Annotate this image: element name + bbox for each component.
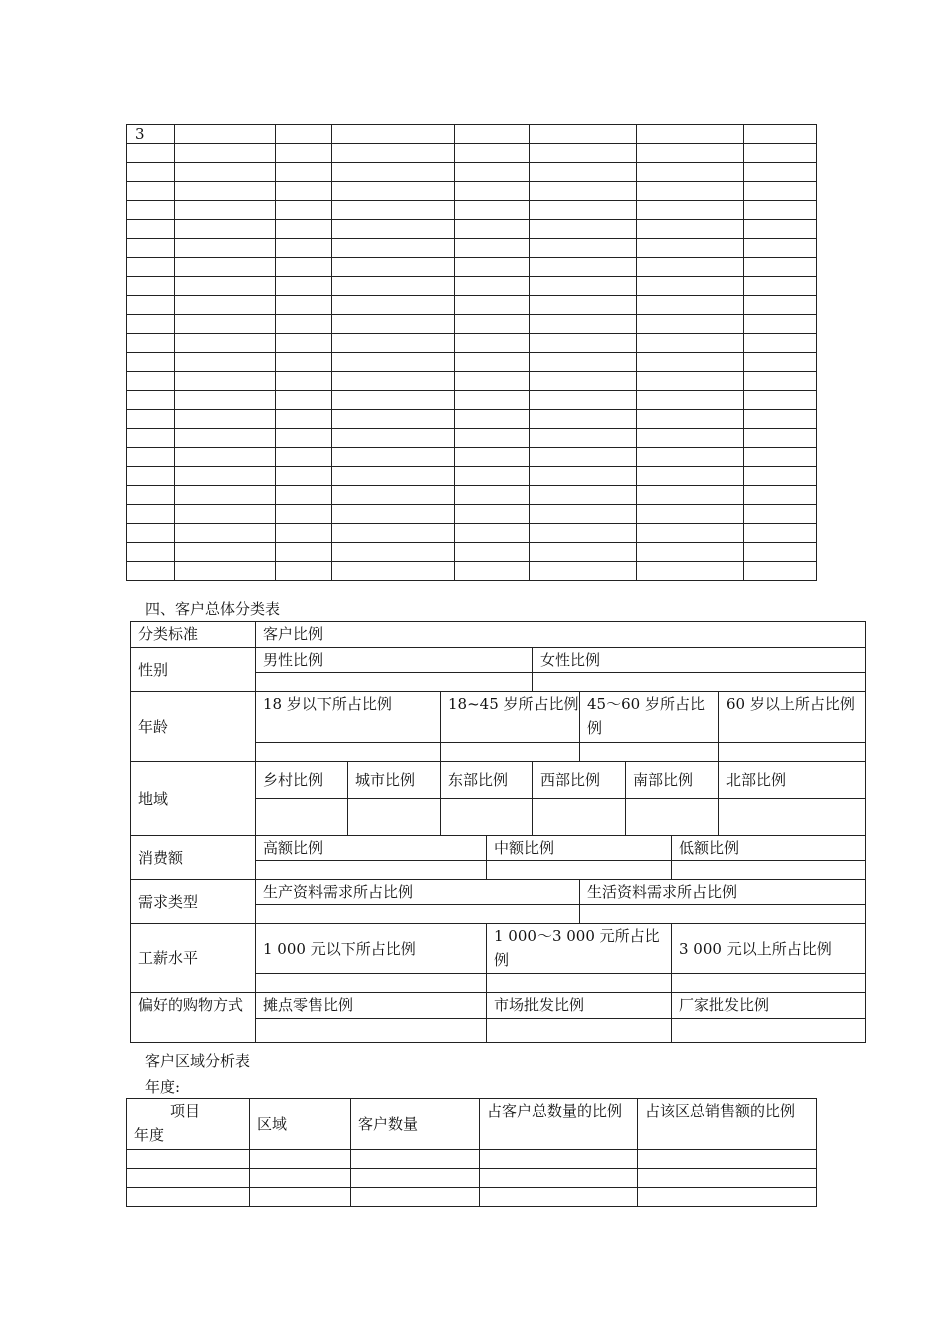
table-cell [175,163,276,182]
table-cell [744,258,817,277]
table-cell [530,543,637,562]
table-cell [455,467,530,486]
table-cell [744,277,817,296]
table-cell [455,201,530,220]
table-cell [127,182,175,201]
table-row [127,429,817,448]
consumption-value [672,861,866,880]
table-cell [744,429,817,448]
table-cell [175,391,276,410]
table-cell [127,144,175,163]
table-cell [175,239,276,258]
consumption-label: 消费额 [131,836,256,880]
table-cell [744,543,817,562]
table-cell [530,448,637,467]
table-cell [332,372,455,391]
table-cell [332,239,455,258]
table-cell [127,1188,250,1207]
table-cell [530,410,637,429]
salary-value [256,974,487,993]
region-header: 区域 [250,1099,351,1150]
table-cell [744,201,817,220]
table-cell [530,220,637,239]
table-cell [127,353,175,372]
table-cell [455,429,530,448]
table-cell [455,144,530,163]
table-cell [455,410,530,429]
table-cell [455,353,530,372]
age-18-45-label: 18~45 岁所占比例 [441,692,580,743]
table-cell [332,258,455,277]
table-cell [530,239,637,258]
table-cell [637,353,744,372]
table-cell [127,467,175,486]
table-row [127,486,817,505]
south-ratio-label: 南部比例 [626,762,719,799]
region-value [719,799,866,836]
table-row [127,372,817,391]
table-row [127,334,817,353]
table-cell [127,1169,250,1188]
table-cell [530,144,637,163]
table-cell [332,220,455,239]
item-header: 项目 [170,1102,201,1120]
table-row [127,201,817,220]
table-cell [250,1188,351,1207]
east-ratio-label: 东部比例 [441,762,533,799]
table-cell [744,125,817,144]
table-cell [637,524,744,543]
table-cell [175,125,276,144]
table-cell [127,239,175,258]
table-cell [127,486,175,505]
table-cell [637,543,744,562]
table-cell [637,505,744,524]
table-cell [332,201,455,220]
table-cell [455,505,530,524]
table-cell [744,182,817,201]
year-label: 年度: [145,1078,181,1096]
table-cell [455,125,530,144]
demand-label: 需求类型 [131,880,256,924]
table-row [127,144,817,163]
table-cell [637,182,744,201]
table-cell [530,391,637,410]
table-cell [332,543,455,562]
table-row [127,163,817,182]
table-cell [276,220,332,239]
table-cell [332,182,455,201]
table-cell [276,429,332,448]
female-ratio-value [533,673,866,692]
region-analysis-title: 客户区域分析表 [145,1052,251,1070]
rural-ratio-label: 乡村比例 [256,762,348,799]
west-ratio-label: 西部比例 [533,762,626,799]
region-value [533,799,626,836]
low-ratio-label: 低额比例 [672,836,866,861]
table-cell [276,144,332,163]
table-row [127,391,817,410]
table-cell [276,201,332,220]
table-cell [530,505,637,524]
table-cell [127,277,175,296]
table-row [127,239,817,258]
table-cell [744,505,817,524]
table-cell [175,182,276,201]
table-row [127,220,817,239]
table-cell [175,410,276,429]
table-cell [351,1169,480,1188]
table-cell [276,505,332,524]
table-cell [332,524,455,543]
high-ratio-label: 高额比例 [256,836,487,861]
consumption-value [487,861,672,880]
table-cell [455,315,530,334]
table-cell [175,353,276,372]
table-cell [480,1150,638,1169]
table-cell [637,201,744,220]
table-cell [127,334,175,353]
table-cell [332,429,455,448]
gender-label: 性别 [131,648,256,692]
table-cell [455,296,530,315]
male-ratio-value [256,673,533,692]
table-cell [127,315,175,334]
table-cell [276,562,332,581]
table-cell [332,144,455,163]
table-row [127,524,817,543]
region-value [256,799,348,836]
table-cell [351,1188,480,1207]
table-cell [332,486,455,505]
table-cell [744,163,817,182]
region-value [348,799,441,836]
table-cell [530,258,637,277]
table-cell [530,315,637,334]
table-row [127,125,817,144]
table-cell [175,372,276,391]
customer-count-header: 客户数量 [351,1099,480,1150]
table-cell [744,391,817,410]
urban-ratio-label: 城市比例 [348,762,441,799]
table-cell [637,239,744,258]
table-cell [638,1188,817,1207]
table-cell [480,1188,638,1207]
section-4-title: 四、客户总体分类表 [145,600,281,618]
table-cell [744,410,817,429]
table-cell [637,315,744,334]
table-cell [127,543,175,562]
table-cell [276,277,332,296]
table-cell [637,296,744,315]
salary-1000-3000-label: 1 000～3 000 元所占比例 [487,924,672,974]
table-row [127,258,817,277]
table-cell [455,448,530,467]
table-cell [332,505,455,524]
factory-wholesale-label: 厂家批发比例 [672,993,866,1019]
table-cell [455,220,530,239]
table-cell [530,353,637,372]
table-cell [127,220,175,239]
table-cell [276,182,332,201]
table-cell [127,448,175,467]
region-label: 地域 [131,762,256,836]
table-cell [744,372,817,391]
table-cell [175,448,276,467]
age-label: 年龄 [131,692,256,762]
table-cell [250,1150,351,1169]
table-cell [744,315,817,334]
table-cell [127,258,175,277]
table-cell [455,334,530,353]
table-row [127,296,817,315]
table-cell [127,524,175,543]
customer-share-header: 占客户总数量的比例 [480,1099,638,1150]
table-cell [332,277,455,296]
table-cell [332,353,455,372]
table-cell [530,277,637,296]
table-cell [175,467,276,486]
year-header: 年度 [134,1126,165,1144]
table-cell [530,201,637,220]
table-cell [455,277,530,296]
table-cell [276,524,332,543]
table-cell [455,562,530,581]
table-cell [637,391,744,410]
shopping-label: 偏好的购物方式 [131,993,256,1043]
table-cell [744,562,817,581]
table-cell [127,1150,250,1169]
male-ratio-label: 男性比例 [256,648,533,673]
table-row [127,315,817,334]
table-cell [332,410,455,429]
shopping-value [256,1019,487,1043]
table-cell [276,315,332,334]
age-value [256,743,441,762]
age-value [580,743,719,762]
table-cell [744,524,817,543]
age-value [441,743,580,762]
table-cell [175,486,276,505]
table-row [127,448,817,467]
table-cell [276,163,332,182]
table-cell [637,410,744,429]
table-cell [127,562,175,581]
table-cell [250,1169,351,1188]
salary-label: 工薪水平 [131,924,256,993]
table-cell [637,125,744,144]
region-analysis-table [126,1098,817,1207]
table-cell [744,334,817,353]
age-45-60-label: 45～60 岁所占比例 [580,692,719,743]
table-cell [175,543,276,562]
salary-value [487,974,672,993]
table-cell [127,391,175,410]
table-cell [455,391,530,410]
table-cell [744,296,817,315]
region-value [441,799,533,836]
table-cell [175,505,276,524]
female-ratio-label: 女性比例 [533,648,866,673]
table-cell [332,562,455,581]
table-row [127,562,817,581]
table-cell [276,486,332,505]
table-cell [455,182,530,201]
table-cell [127,410,175,429]
table-cell [480,1169,638,1188]
table-cell [127,372,175,391]
table-row [127,505,817,524]
table-cell [530,467,637,486]
table-cell [530,372,637,391]
shopping-value [487,1019,672,1043]
table-cell [175,562,276,581]
demand-value [256,905,580,924]
table-row [127,353,817,372]
table-cell [276,448,332,467]
table-cell [637,429,744,448]
table-cell [332,391,455,410]
table-cell [637,562,744,581]
table-cell [332,334,455,353]
continuation-table [126,124,817,581]
table-cell [127,296,175,315]
shopping-value [672,1019,866,1043]
sales-share-header: 占该区总销售额的比例 [638,1099,817,1150]
stall-retail-label: 摊点零售比例 [256,993,487,1019]
table-cell [455,372,530,391]
table-row [127,182,817,201]
table-cell [276,410,332,429]
table-cell [276,391,332,410]
table-cell [332,467,455,486]
table-cell [175,334,276,353]
table-cell [637,163,744,182]
living-demand-label: 生活资料需求所占比例 [580,880,866,905]
table-cell [744,448,817,467]
table-cell [127,201,175,220]
table-cell [530,163,637,182]
table-cell [276,125,332,144]
table-cell [455,524,530,543]
production-demand-label: 生产资料需求所占比例 [256,880,580,905]
table-cell [637,220,744,239]
table-cell [276,467,332,486]
table-cell [637,486,744,505]
table-cell [455,258,530,277]
table-row [127,543,817,562]
table-cell [175,144,276,163]
table-cell [175,296,276,315]
table-cell [455,486,530,505]
age-over-60-label: 60 岁以上所占比例 [719,692,866,743]
table-cell [332,125,455,144]
table-cell [276,296,332,315]
table-cell [744,467,817,486]
table-cell [276,372,332,391]
table-cell [332,163,455,182]
table-cell [637,467,744,486]
table-cell [637,334,744,353]
table-row [127,467,817,486]
table-cell [276,353,332,372]
salary-over-3000-label: 3 000 元以上所占比例 [672,924,866,974]
table-cell [276,334,332,353]
north-ratio-label: 北部比例 [719,762,866,799]
diagonal-header [127,1099,250,1150]
table-row [127,277,817,296]
table-cell [175,201,276,220]
table-cell [127,163,175,182]
age-value [719,743,866,762]
table-cell [332,296,455,315]
table-row [127,410,817,429]
table-cell [276,543,332,562]
table-cell [332,448,455,467]
table-cell [530,125,637,144]
table-cell [127,505,175,524]
salary-value [672,974,866,993]
table-cell [175,524,276,543]
table-cell [637,277,744,296]
table-cell [175,220,276,239]
table-cell [744,353,817,372]
table-cell [638,1169,817,1188]
table-cell: 3 [127,125,175,144]
table-cell [744,144,817,163]
table-cell [637,372,744,391]
table-cell [455,543,530,562]
consumption-value [256,861,487,880]
table-cell [175,429,276,448]
age-under-18-label: 18 岁以下所占比例 [256,692,441,743]
table-cell [530,334,637,353]
table-cell [638,1150,817,1169]
table-cell [530,486,637,505]
table-cell [175,258,276,277]
market-wholesale-label: 市场批发比例 [487,993,672,1019]
table-cell [175,277,276,296]
table-cell [455,163,530,182]
header-standard: 分类标准 [131,622,256,648]
table-cell [276,239,332,258]
table-cell [744,239,817,258]
table-cell [530,429,637,448]
table-cell [637,258,744,277]
table-cell [637,144,744,163]
table-cell [530,182,637,201]
customer-classification-table [130,621,866,1043]
demand-value [580,905,866,924]
salary-under-1000-label: 1 000 元以下所占比例 [256,924,487,974]
table-cell [276,258,332,277]
table-cell [637,448,744,467]
table-cell [175,315,276,334]
table-cell [455,239,530,258]
table-cell [530,524,637,543]
mid-ratio-label: 中额比例 [487,836,672,861]
table-cell [332,315,455,334]
region-value [626,799,719,836]
table-cell [744,220,817,239]
table-cell [351,1150,480,1169]
header-ratio: 客户比例 [256,622,866,648]
table-cell [530,562,637,581]
table-cell [127,429,175,448]
table-cell [744,486,817,505]
table-cell [530,296,637,315]
